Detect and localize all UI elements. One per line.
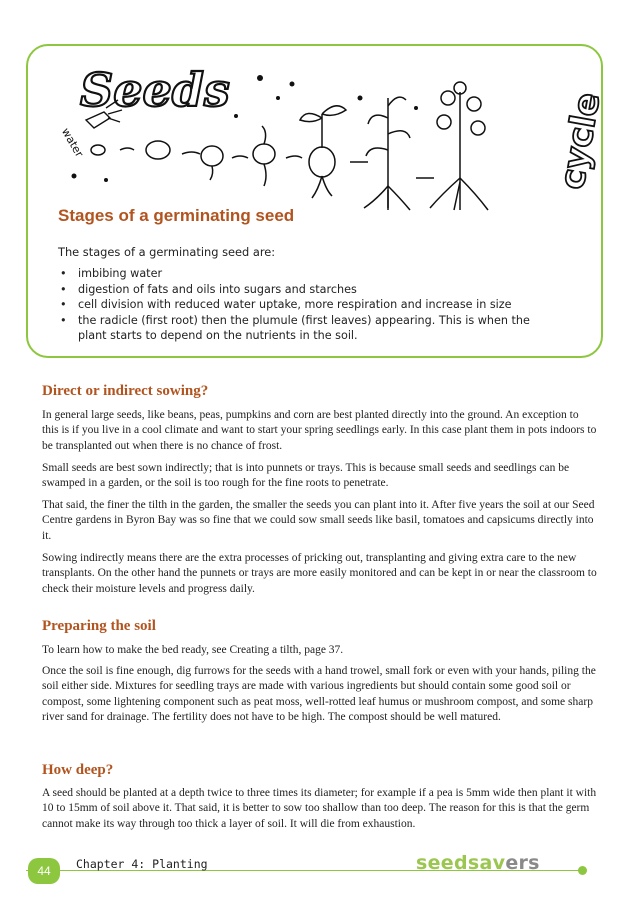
footer-dot — [578, 866, 587, 875]
paragraph: Once the soil is fine enough, dig furrows for the seeds with a hand trowel, small fork or even with your hands, piling the soil either side. Mixtures for seedling trays are made with various ingredients but should contain some good soil or compost, some lightening component such as peat moss, well-rotted leaf humus or mushroom compost, and some sharp river sand for drainage. The fertility does not have to be high. The compost should be well matured. — [42, 665, 596, 723]
paragraph: Sowing indirectly means there are the extra processes of pricking out, transplanting and giving extra care to the new transplants. On the other hand the punnets or trays are more easily monitored and can be kept in or near the classroom to check their moisture levels and progress daily. — [42, 552, 597, 595]
list-item: • the radicle (first root) then the plumule (first leaves) appearing. This is when the plant starts to depend on the nutrients in the soil. — [58, 313, 558, 344]
logo-green-text: seedsav — [416, 852, 506, 874]
section-heading-depth: How deep? — [42, 762, 114, 778]
page-number: 44 — [28, 858, 60, 884]
arrow-icon — [120, 148, 134, 150]
seedling-icon — [300, 106, 346, 198]
paragraph: To learn how to make the bed ready, see Creating a tilth, page 37. — [42, 644, 344, 656]
paragraph: That said, the finer the tilth in the garden, the smaller the seeds you can plant into it. After five years the soil at our Seed Centre gardens in Byron Bay was so fine that we could sow small seeds like basil, tomatoes and capsicums directly into it. — [42, 499, 595, 542]
list-item: • imbibing water — [58, 266, 558, 282]
arrow-icon — [286, 156, 302, 158]
arrow-icon — [182, 152, 200, 154]
cycle-lettering: cycle — [552, 89, 609, 193]
water-label: water — [58, 125, 86, 160]
panel-intro: The stages of a germinating seed are: — [58, 245, 276, 259]
swelling-seed-icon — [146, 141, 170, 159]
seed-cycle-illustration — [58, 58, 609, 218]
seed-icon — [91, 145, 105, 155]
paragraph: In general large seeds, like beans, peas, pumpkins and corn are best planted directly into the ground. An exception to this is if you live in a cool climate and want to start your spring seedlings early. In this case plant them in pots indoors to be transplanted out when there is no chance of frost. — [42, 409, 597, 452]
flowering-plant-icon — [430, 82, 488, 210]
germinating-seed-icon — [253, 144, 275, 164]
section-heading-sowing: Direct or indirect sowing? — [42, 383, 209, 399]
young-plant-icon — [364, 97, 410, 210]
section-heading-soil: Preparing the soil — [42, 618, 156, 634]
chapter-label: Chapter 4: Planting — [76, 857, 208, 871]
list-item: • cell division with reduced water uptake, more respiration and increase in size — [58, 297, 558, 313]
paragraph: A seed should be planted at a depth twice to three times its diameter; for example if a pea is 5mm wide then plant it with 10 to 15mm of soil above it. That said, it is better to sow too shallow than too deep. The reason for this is that the germ cannot make its way through too thick a layer of soil. It will die from exhaustion. — [42, 787, 597, 830]
sprouting-seed-icon — [201, 146, 223, 166]
panel-title: Stages of a germinating seed — [58, 206, 295, 225]
germination-stages-list — [58, 266, 558, 344]
list-item: • digestion of fats and oils into sugars and starches — [58, 282, 558, 298]
paragraph: Small seeds are best sown indirectly; that is into punnets or trays. This is because small seeds and seedlings can be swamped in a garden, or the soil is too rough for the fine roots to penetrate. — [42, 462, 570, 490]
logo-grey-text: ers — [505, 852, 540, 874]
arrow-icon — [232, 156, 248, 158]
seedsavers-logo — [416, 852, 540, 874]
seeds-lettering: Seeds — [80, 63, 230, 117]
